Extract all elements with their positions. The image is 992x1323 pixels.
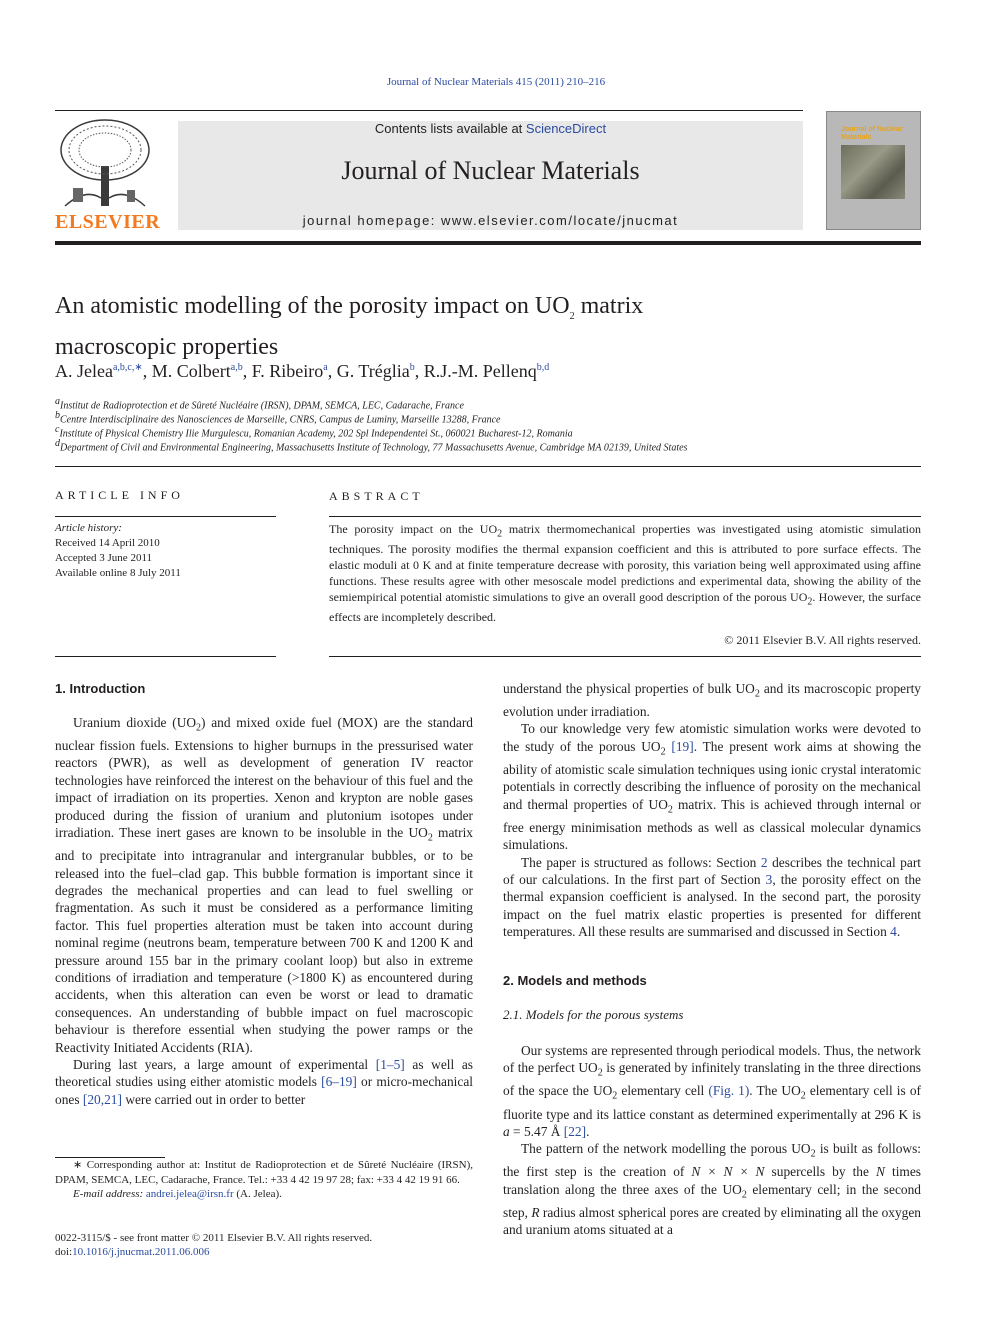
author-sup[interactable]: a,b [230,362,243,373]
sciencedirect-link[interactable]: ScienceDirect [525,121,607,136]
author[interactable]: A. Jelea [55,361,113,381]
abstract-text: The porosity impact on the $UO_2$ matrix thermomechanical properties was investigated using atomistic simulation techniques. The porosity modifies the thermal expansion coefficient and this is attributed to pore surface effects. The elastic moduli at 0 K and at finite temperature decrease with porosity, this variation being well approximated using affine functions. These results agree with other mesoscale model predictions and experimental data, showing the ability of the semiempirical potential atomistic simulations to give an overall good description of the porous $UO_2$. However, the surface effects are incompletely described. [329,522,921,624]
journal-cover-thumbnail[interactable] [826,111,921,230]
author-list: A. Jelea$^{a,b,c,∗}$, M. Colbert$^{a,b}$, F. Ribeiro$^a$, G. Tréglia$^b$, R.J.-M. Pellenq$^{b,d}$ [55,361,550,381]
affiliation: $^b$Centre Interdisciplinaire des Nanosciences de Marseille, CNRS, Campus de Luminy, Marseille 13288, France [55,410,501,426]
citation-link[interactable]: [19] [671,738,694,754]
abstract-heading: ABSTRACT [329,489,424,503]
received-date: Received 14 April 2010 [55,537,160,549]
section-heading: 2. Models and methods [503,973,647,988]
header-rule-bottom [55,241,921,245]
author[interactable]: R.J.-M. Pellenq [423,361,537,381]
accepted-date: Accepted 3 June 2011 [55,552,153,564]
history-label: Article history: [55,522,122,534]
cover-art [841,145,905,199]
citation-link[interactable]: [20,21] [82,1091,122,1107]
paper-title: An atomistic modelling of the porosity impact on $UO_2$ matrix macroscopic properties [55,293,644,360]
article-history [55,521,276,581]
online-date: Available online 8 July 2011 [55,567,181,579]
author-sup[interactable]: a,b,c,∗ [112,362,143,373]
journal-name: Journal of Nuclear Materials [341,156,640,185]
copyright: © 2011 Elsevier B.V. All rights reserved. [724,633,921,647]
affiliation: $^d$Department of Civil and Environmental Engineering, Massachusetts Institute of Technology, 77 Massachusetts Avenue, Cambridge MA 02139, United States [55,438,688,454]
doi-link[interactable]: 10.1016/j.jnucmat.2011.06.006 [72,1246,210,1258]
body-paragraph-right: understand the physical properties of bulk $UO_2$ and its macroscopic property evolution under irradiation. To our knowledge very few atomistic simulation works were devoted to the study of the porous $UO_2$ [19]. The present work aims at showing the ability of atomistic scale simulation techniques using ionic crystal interatomic potentials in correctly describing the influence of porosity on the mechanical and thermal properties of $UO_2$ matrix. This is achieved through internal or free energy minimisation methods as well as classical molecular dynamics simulations. The paper is structured as follows: Section 2 describes the technical part of our calculations. In the first part of Section 3, the porosity effect on the thermal expansion coefficient is analysed. In the second part, the porosity impact on the fuel matrix elastic properties is presented for different temperatures. All these results are summarised and discussed in Section 4. [503,681,922,940]
subsection-heading: 2.1. Models for the porous systems [503,1007,684,1022]
abstract-rule-bottom [329,656,921,657]
author-sup[interactable]: b [409,362,415,373]
author-sup[interactable]: a [323,362,328,373]
front-matter: 0022-3115/$ - see front matter © 2011 Elsevier B.V. All rights reserved. doi:10.1016/j.jnucmat.2011.06.006 [55,1232,373,1258]
article-info-heading: ARTICLE INFO [55,488,184,502]
body-paragraph-right-2: Our systems are represented through periodical models. Thus, the network of the perfect $UO_2$ is generated by infinitely translating in the three directions of the space the $UO_2$ elementary cell (Fig. 1). The $UO_2$ elementary cell is of fluorite type and its lattice constant as determined experimentally at 296 K is a = 5.47 Å [22]. The pattern of the network modelling the porous $UO_2$ is built as follows: the first step is the creation of N × N × N supercells by the N times translation along the three axes of the $UO_2$ elementary cell; in the second step, R radius almost spherical pores are created by eliminating all the oxygen and uranium atoms situated at a [503,1043,922,1238]
email-link[interactable]: andrei.jelea@irsn.fr [145,1188,234,1200]
section-link[interactable]: 3 [765,872,773,888]
section-link[interactable]: 4 [890,924,897,940]
journal-reference[interactable]: Journal of Nuclear Materials 415 (2011) 210–216 [386,76,606,88]
affiliation: $^c$Institute of Physical Chemistry Ilie Murgulescu, Romanian Academy, 202 Spl Independentei St., 060021 Bucharest-12, Romania [55,424,573,440]
citation-link[interactable]: [22] [563,1123,587,1139]
elsevier-wordmark: ELSEVIER [55,211,161,233]
affiliation-rule [55,466,921,467]
author[interactable]: F. Ribeiro [251,361,324,381]
abstract-rule [329,516,921,517]
section-heading: 1. Introduction [55,681,146,696]
cover-title: Journal of Nuclear Materials [841,126,903,141]
citation-link[interactable]: [1–5] [375,1057,405,1073]
article-info-rule-bottom [55,656,276,657]
footnote: ∗ Corresponding author at: Institut de Radioprotection et de Sûreté Nucléaire (IRSN), DPAM, SEMCA, LEC, Cadarache, France. Tel.: +33 4 42 19 97 28; fax: +33 4 42 19 91 66. E-mail address: andrei.jelea@irsn.fr (A. Jelea). [55,1159,473,1200]
author-sup[interactable]: b,d [536,362,550,373]
citation-link[interactable]: [6–19] [321,1074,357,1090]
article-info-rule [55,516,276,517]
body-paragraph: Uranium dioxide $(UO_2)$ and mixed oxide fuel (MOX) are the standard nuclear fission fuels. Extensions to higher burnups in the pressurised water reactors (PWR), as well as development of generation IV reactor technologies have reinforced the interest on the behaviour of this fuel and the impact of irradiation on its properties. Xenon and krypton are noble gases produced during the fission of uranium and plutonium isotopes under irradiation. These inert gases are known to be insoluble in the $UO_2$ matrix and to precipitate into intragranular and intergranular bubbles, or to be released into the fuel–clad gap. This bubble formation is important since it degrades the mechanical properties and can lead to fuel swelling or fragmentation. As such it must be considered as a performance limiting factor. This fuel properties alteration must be taken into account during nominal regime (neutrons beam, temperature between 700 K and 1200 K and pressure around 155 bar in the primary coolant loop) but also in extreme conditions of irradiation and temperature (>1800 K) as encountered during accidents, when this alteration can even be worst or lead to dramatic consequences. An understanding of bubble impact on fuel macroscopic behaviour is therefore essential when studying the power ramps or the Reactivity Initiated Accidents (RIA). During last years, a large amount of experimental [1–5] as well as theoretical studies using either atomistic models [6–19] or micro-mechanical ones [20,21] were carried out in order to better [55,715,473,1107]
section-link[interactable]: 2 [760,854,768,870]
author[interactable]: G. Tréglia [336,361,410,381]
figure-link[interactable]: (Fig. 1) [708,1083,750,1099]
contents-prefix: Contents lists available at [374,121,526,136]
affiliation: $^a$Institut de Radioprotection et de Sûreté Nucléaire (IRSN), DPAM, SEMCA, LEC, Cadarache, France [55,396,464,412]
header-rule-top [55,110,803,111]
author[interactable]: M. Colbert [151,361,231,381]
journal-homepage[interactable]: journal homepage: www.elsevier.com/locate/jnucmat [302,213,679,228]
contents-line [178,121,803,136]
